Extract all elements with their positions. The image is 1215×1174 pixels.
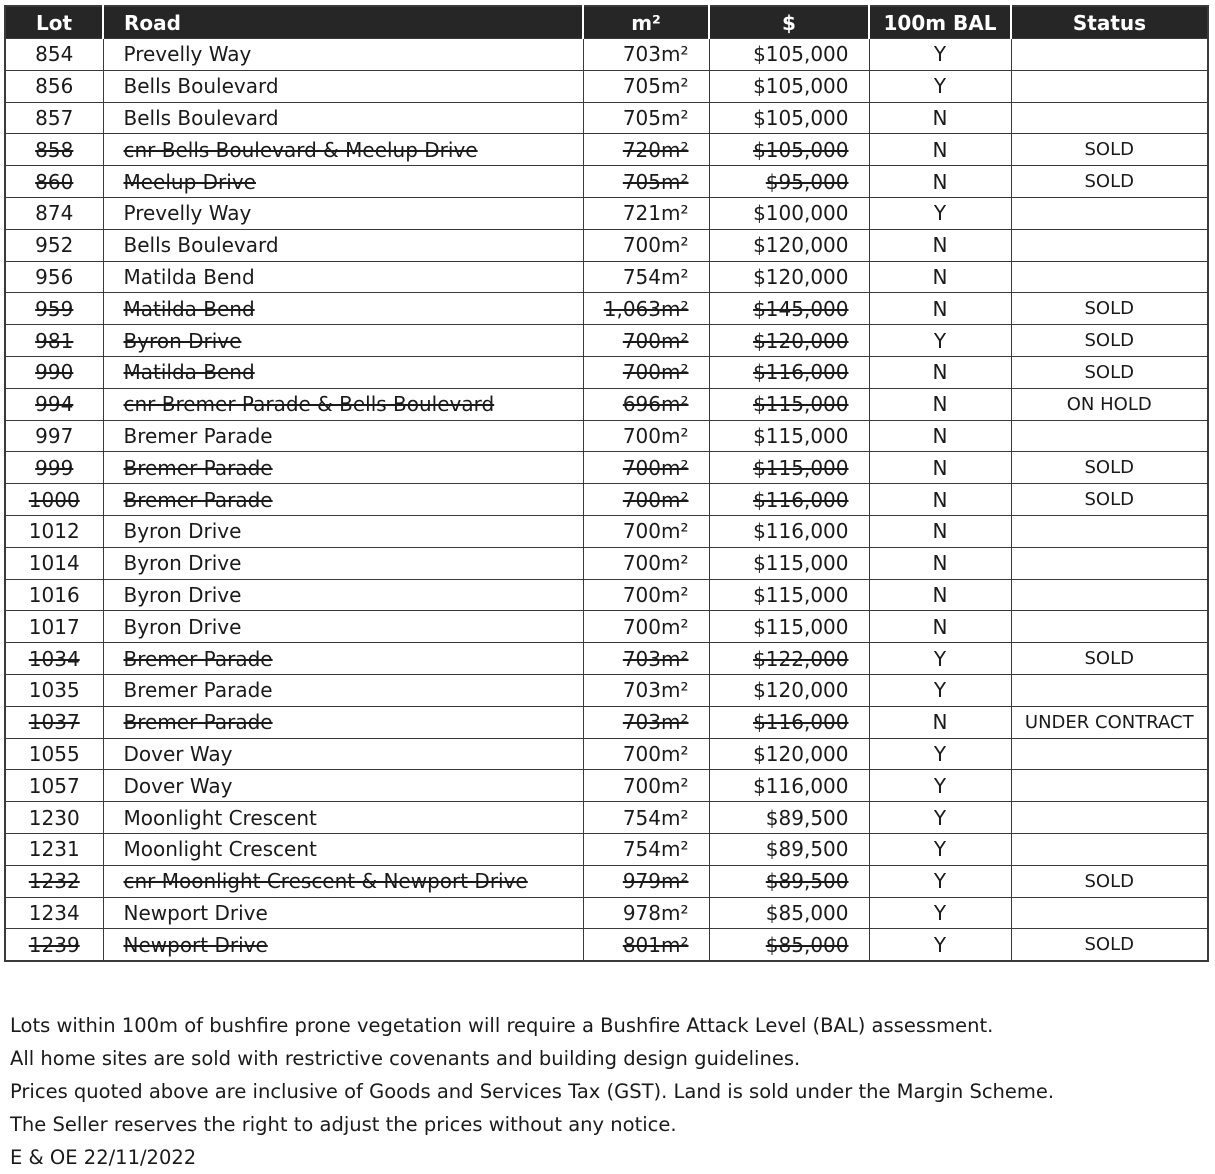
cell-lot: 990 (5, 356, 103, 388)
cell-road: Byron Drive (103, 579, 583, 611)
cell-road: Moonlight Crescent (103, 833, 583, 865)
cell-road: Dover Way (103, 770, 583, 802)
cell-status (1011, 102, 1208, 134)
cell-status: SOLD (1011, 293, 1208, 325)
cell-road: Matilda Bend (103, 356, 583, 388)
cell-bal: Y (869, 802, 1011, 834)
cell-lot: 952 (5, 229, 103, 261)
cell-price: $105,000 (709, 102, 869, 134)
cell-area: 700m² (583, 229, 709, 261)
cell-bal: N (869, 261, 1011, 293)
table-row (5, 356, 1208, 388)
cell-bal: N (869, 579, 1011, 611)
cell-status: SOLD (1011, 865, 1208, 897)
table-row (5, 484, 1208, 516)
cell-bal: Y (869, 674, 1011, 706)
cell-lot: 1230 (5, 802, 103, 834)
cell-price: $116,000 (709, 706, 869, 738)
cell-area: 700m² (583, 420, 709, 452)
table-row (5, 39, 1208, 71)
cell-road: Newport Drive (103, 897, 583, 929)
table-row (5, 420, 1208, 452)
table-row (5, 134, 1208, 166)
cell-bal: Y (869, 929, 1011, 961)
cell-area: 700m² (583, 515, 709, 547)
footnote-price-adjust: The Seller reserves the right to adjust the prices without any notice. (10, 1113, 677, 1136)
cell-area: 754m² (583, 802, 709, 834)
cell-bal: N (869, 611, 1011, 643)
cell-price: $115,000 (709, 579, 869, 611)
cell-area: 703m² (583, 674, 709, 706)
cell-lot: 858 (5, 134, 103, 166)
header-area: m² (583, 6, 709, 39)
cell-status (1011, 515, 1208, 547)
cell-price: $89,500 (709, 833, 869, 865)
table-row (5, 102, 1208, 134)
cell-lot: 1232 (5, 865, 103, 897)
table-row (5, 70, 1208, 102)
cell-lot: 997 (5, 420, 103, 452)
cell-status (1011, 802, 1208, 834)
cell-status: SOLD (1011, 166, 1208, 198)
cell-price: $116,000 (709, 484, 869, 516)
cell-price: $105,000 (709, 39, 869, 71)
cell-price: $100,000 (709, 197, 869, 229)
cell-area: 700m² (583, 547, 709, 579)
cell-lot: 1017 (5, 611, 103, 643)
header-price: $ (709, 6, 869, 39)
cell-road: Matilda Bend (103, 261, 583, 293)
cell-area: 979m² (583, 865, 709, 897)
cell-lot: 1057 (5, 770, 103, 802)
table-row (5, 229, 1208, 261)
header-lot: Lot (5, 6, 103, 39)
cell-lot: 874 (5, 197, 103, 229)
cell-area: 705m² (583, 70, 709, 102)
table-row (5, 197, 1208, 229)
footnote-covenants: All home sites are sold with restrictive covenants and building design guidelines. (10, 1047, 801, 1070)
cell-road: Bells Boulevard (103, 229, 583, 261)
cell-status: SOLD (1011, 643, 1208, 675)
footnote-bal: Lots within 100m of bushfire prone vegetation will require a Bushfire Attack Level (BAL) assessment. (10, 1014, 994, 1037)
cell-status (1011, 738, 1208, 770)
table-row (5, 865, 1208, 897)
cell-bal: Y (869, 770, 1011, 802)
cell-lot: 860 (5, 166, 103, 198)
cell-bal: N (869, 102, 1011, 134)
cell-road: Bells Boulevard (103, 70, 583, 102)
header-status: Status (1011, 6, 1208, 39)
cell-status: SOLD (1011, 452, 1208, 484)
table-row (5, 897, 1208, 929)
cell-road: cnr Bells Boulevard & Meelup Drive (103, 134, 583, 166)
cell-status (1011, 70, 1208, 102)
cell-bal: Y (869, 738, 1011, 770)
cell-area: 700m² (583, 325, 709, 357)
cell-area: 700m² (583, 452, 709, 484)
cell-area: 700m² (583, 356, 709, 388)
cell-area: 801m² (583, 929, 709, 961)
cell-road: Meelup Drive (103, 166, 583, 198)
lot-price-table (4, 5, 1209, 962)
cell-price: $89,500 (709, 802, 869, 834)
cell-bal: Y (869, 197, 1011, 229)
cell-bal: Y (869, 643, 1011, 675)
cell-lot: 956 (5, 261, 103, 293)
cell-area: 703m² (583, 706, 709, 738)
cell-status (1011, 229, 1208, 261)
cell-road: Matilda Bend (103, 293, 583, 325)
cell-bal: N (869, 293, 1011, 325)
cell-price: $115,000 (709, 420, 869, 452)
cell-area: 703m² (583, 643, 709, 675)
cell-status (1011, 770, 1208, 802)
cell-area: 700m² (583, 579, 709, 611)
cell-bal: N (869, 166, 1011, 198)
cell-price: $95,000 (709, 166, 869, 198)
cell-status (1011, 611, 1208, 643)
cell-lot: 1035 (5, 674, 103, 706)
cell-bal: N (869, 515, 1011, 547)
cell-road: Bremer Parade (103, 484, 583, 516)
cell-price: $85,000 (709, 929, 869, 961)
table-row (5, 738, 1208, 770)
cell-area: 1,063m² (583, 293, 709, 325)
cell-area: 696m² (583, 388, 709, 420)
cell-road: Byron Drive (103, 547, 583, 579)
cell-status: ON HOLD (1011, 388, 1208, 420)
cell-status: SOLD (1011, 325, 1208, 357)
cell-road: Prevelly Way (103, 39, 583, 71)
cell-area: 705m² (583, 166, 709, 198)
cell-price: $115,000 (709, 388, 869, 420)
cell-area: 700m² (583, 770, 709, 802)
table-row (5, 547, 1208, 579)
cell-lot: 1016 (5, 579, 103, 611)
table-row (5, 325, 1208, 357)
cell-bal: Y (869, 70, 1011, 102)
cell-status (1011, 547, 1208, 579)
cell-road: Dover Way (103, 738, 583, 770)
cell-lot: 1037 (5, 706, 103, 738)
cell-price: $120,000 (709, 229, 869, 261)
cell-bal: N (869, 134, 1011, 166)
cell-price: $116,000 (709, 515, 869, 547)
cell-bal: N (869, 547, 1011, 579)
cell-status (1011, 897, 1208, 929)
table-header-row (5, 6, 1208, 39)
cell-road: Newport Drive (103, 929, 583, 961)
table-row (5, 515, 1208, 547)
header-bal: 100m BAL (869, 6, 1011, 39)
cell-bal: Y (869, 39, 1011, 71)
cell-road: Moonlight Crescent (103, 802, 583, 834)
cell-road: Bremer Parade (103, 452, 583, 484)
cell-area: 978m² (583, 897, 709, 929)
header-road: Road (103, 6, 583, 39)
cell-lot: 1239 (5, 929, 103, 961)
cell-area: 754m² (583, 833, 709, 865)
cell-area: 700m² (583, 738, 709, 770)
cell-bal: Y (869, 897, 1011, 929)
cell-price: $122,000 (709, 643, 869, 675)
cell-status (1011, 420, 1208, 452)
cell-lot: 1055 (5, 738, 103, 770)
table-row (5, 802, 1208, 834)
cell-bal: N (869, 706, 1011, 738)
cell-lot: 1000 (5, 484, 103, 516)
cell-price: $120,000 (709, 674, 869, 706)
cell-bal: Y (869, 865, 1011, 897)
table-row (5, 706, 1208, 738)
cell-bal: Y (869, 325, 1011, 357)
cell-price: $105,000 (709, 70, 869, 102)
cell-area: 703m² (583, 39, 709, 71)
cell-price: $116,000 (709, 356, 869, 388)
table-row (5, 452, 1208, 484)
cell-area: 720m² (583, 134, 709, 166)
cell-road: Bremer Parade (103, 674, 583, 706)
cell-bal: Y (869, 833, 1011, 865)
cell-road: cnr Bremer Parade & Bells Boulevard (103, 388, 583, 420)
table-row (5, 833, 1208, 865)
table-row (5, 643, 1208, 675)
cell-lot: 857 (5, 102, 103, 134)
cell-status: SOLD (1011, 356, 1208, 388)
cell-lot: 1014 (5, 547, 103, 579)
cell-area: 721m² (583, 197, 709, 229)
cell-price: $115,000 (709, 611, 869, 643)
table-row (5, 261, 1208, 293)
table-row (5, 166, 1208, 198)
cell-status (1011, 833, 1208, 865)
cell-price: $115,000 (709, 452, 869, 484)
cell-price: $116,000 (709, 770, 869, 802)
cell-lot: 1234 (5, 897, 103, 929)
table-row (5, 293, 1208, 325)
cell-lot: 999 (5, 452, 103, 484)
cell-price: $105,000 (709, 134, 869, 166)
cell-status (1011, 39, 1208, 71)
table-row (5, 770, 1208, 802)
cell-status: SOLD (1011, 484, 1208, 516)
cell-lot: 994 (5, 388, 103, 420)
cell-status: UNDER CONTRACT (1011, 706, 1208, 738)
cell-area: 700m² (583, 611, 709, 643)
cell-road: Prevelly Way (103, 197, 583, 229)
table-row (5, 929, 1208, 961)
cell-price: $145,000 (709, 293, 869, 325)
cell-road: Bells Boulevard (103, 102, 583, 134)
cell-price: $120,000 (709, 325, 869, 357)
cell-price: $115,000 (709, 547, 869, 579)
cell-road: Byron Drive (103, 611, 583, 643)
cell-status (1011, 197, 1208, 229)
footnote-eoe-date: E & OE 22/11/2022 (10, 1146, 197, 1169)
cell-price: $120,000 (709, 261, 869, 293)
cell-road: Bremer Parade (103, 706, 583, 738)
cell-lot: 856 (5, 70, 103, 102)
cell-price: $85,000 (709, 897, 869, 929)
cell-lot: 1012 (5, 515, 103, 547)
table-row (5, 388, 1208, 420)
cell-bal: N (869, 356, 1011, 388)
cell-bal: N (869, 452, 1011, 484)
cell-price: $89,500 (709, 865, 869, 897)
cell-road: Byron Drive (103, 515, 583, 547)
cell-status (1011, 261, 1208, 293)
cell-status: SOLD (1011, 134, 1208, 166)
cell-lot: 959 (5, 293, 103, 325)
cell-lot: 1034 (5, 643, 103, 675)
cell-status: SOLD (1011, 929, 1208, 961)
cell-area: 700m² (583, 484, 709, 516)
cell-lot: 1231 (5, 833, 103, 865)
cell-area: 705m² (583, 102, 709, 134)
table-body (5, 39, 1208, 962)
cell-road: Bremer Parade (103, 643, 583, 675)
cell-bal: N (869, 484, 1011, 516)
table-row (5, 611, 1208, 643)
cell-road: cnr Moonlight Crescent & Newport Drive (103, 865, 583, 897)
cell-lot: 854 (5, 39, 103, 71)
cell-bal: N (869, 388, 1011, 420)
cell-price: $120,000 (709, 738, 869, 770)
cell-road: Byron Drive (103, 325, 583, 357)
cell-area: 754m² (583, 261, 709, 293)
table-row (5, 674, 1208, 706)
cell-road: Bremer Parade (103, 420, 583, 452)
table-row (5, 579, 1208, 611)
footnotes (10, 1009, 1205, 1174)
cell-status (1011, 674, 1208, 706)
cell-bal: N (869, 420, 1011, 452)
cell-lot: 981 (5, 325, 103, 357)
cell-bal: N (869, 229, 1011, 261)
footnote-gst: Prices quoted above are inclusive of Goods and Services Tax (GST). Land is sold under the Margin Scheme. (10, 1080, 1055, 1103)
cell-status (1011, 579, 1208, 611)
